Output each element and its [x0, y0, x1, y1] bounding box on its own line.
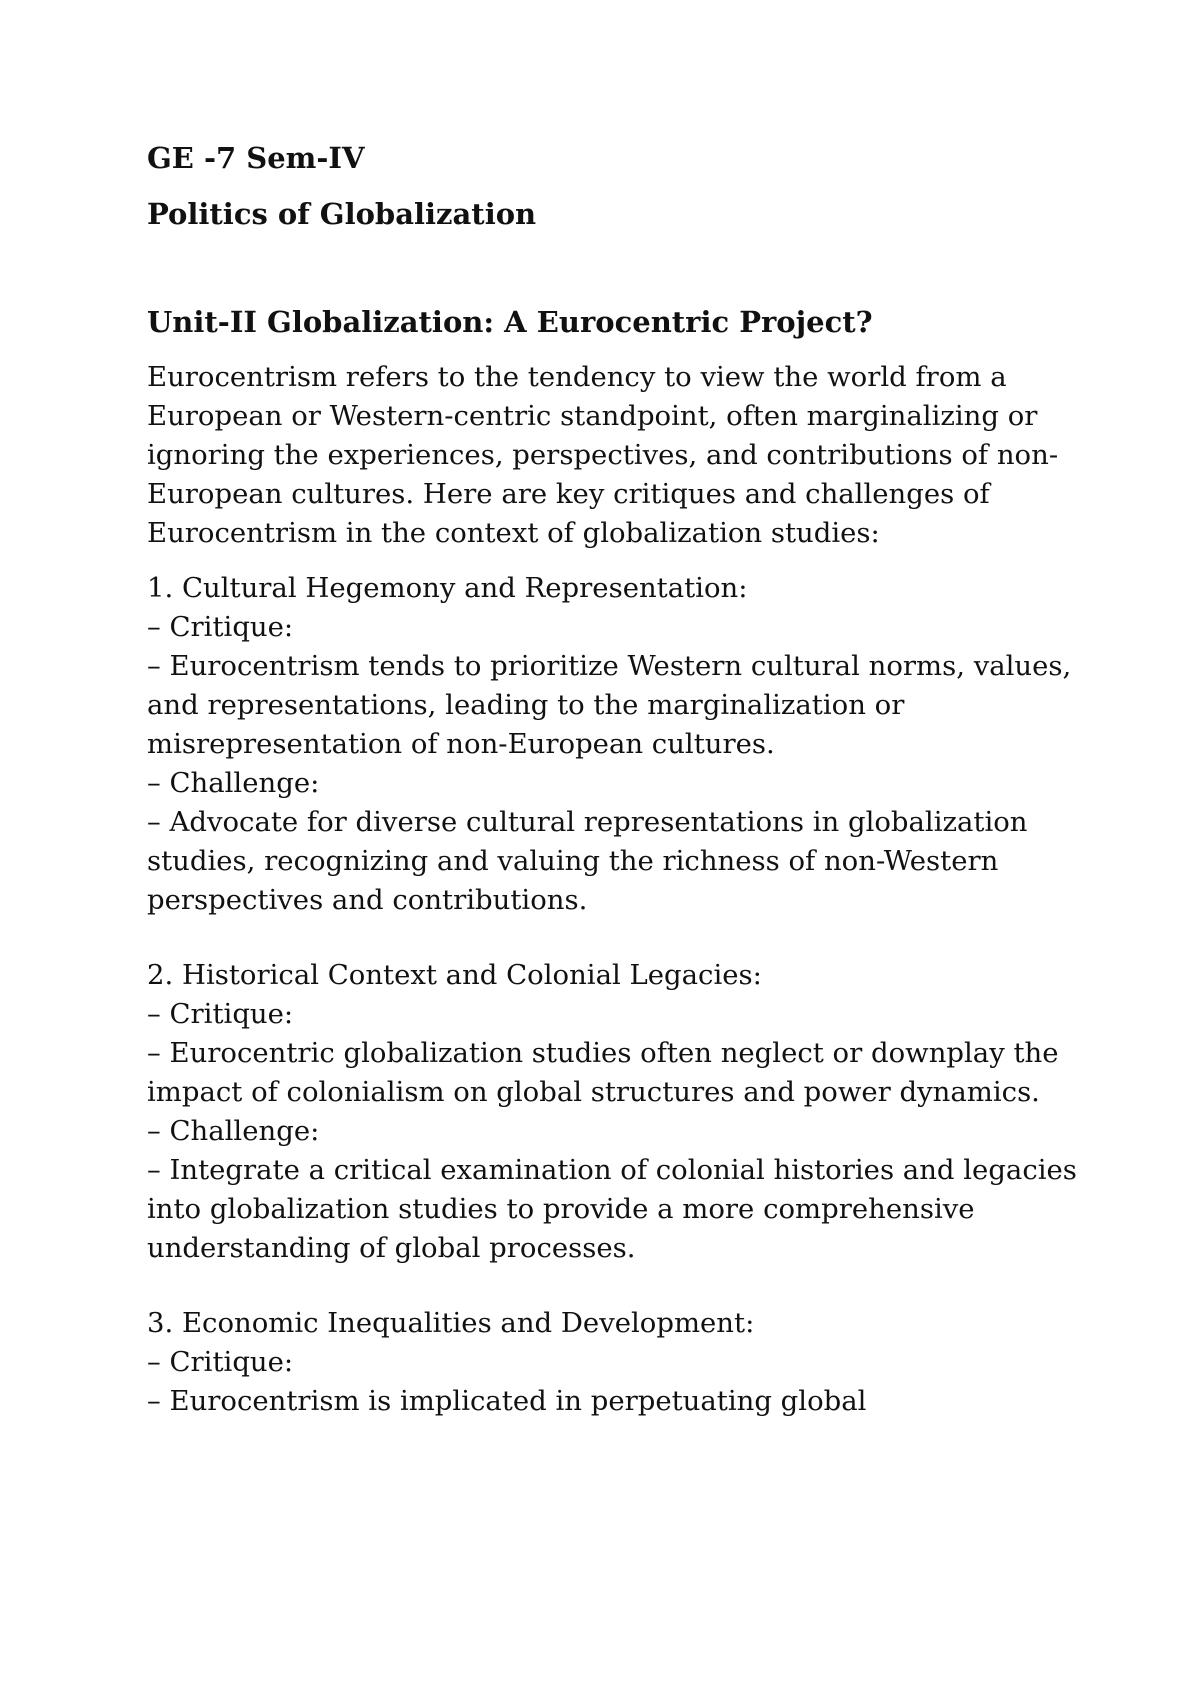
critique-text: – Eurocentrism tends to prioritize Western cultural norms, values, and representations, leading to the marginalization or misrepresentation of non-European cultures. [147, 650, 1072, 760]
challenge-label: – Challenge: [147, 1115, 320, 1147]
challenge-text: – Advocate for diverse cultural representations in globalization studies, recognizing and valuing the richness of non-Western perspectives and contributions. [147, 806, 1028, 916]
section-heading: 3. Economic Inequalities and Development: [147, 1307, 755, 1339]
challenge-label: – Challenge: [147, 767, 320, 799]
critique-label: – Critique: [147, 1346, 294, 1378]
page-content [147, 140, 1092, 1421]
course-title: Politics of Globalization [147, 197, 537, 231]
section-cultural-hegemony [147, 569, 1092, 920]
critique-label: – Critique: [147, 998, 294, 1030]
section-heading: 1. Cultural Hegemony and Representation: [147, 572, 748, 604]
intro-paragraph: Eurocentrism refers to the tendency to view the world from a European or Western-centric standpoint, often marginalizing or ignoring the experiences, perspectives, and contributions of non-European cultures. Here are key critiques and challenges of Eurocentrism in the context of globalization studies: [147, 361, 1059, 549]
course-code: GE -7 Sem-IV [147, 141, 365, 175]
challenge-text: – Integrate a critical examination of colonial histories and legacies into globalization studies to provide a more comprehensive understanding of global processes. [147, 1154, 1077, 1264]
critique-text: – Eurocentric globalization studies often neglect or downplay the impact of colonialism on global structures and power dynamics. [147, 1037, 1059, 1108]
section-heading: 2. Historical Context and Colonial Legacies: [147, 959, 762, 991]
critique-label: – Critique: [147, 611, 294, 643]
section-historical-context [147, 956, 1092, 1268]
critique-text: – Eurocentrism is implicated in perpetuating global [147, 1385, 867, 1417]
unit-heading: Unit-II Globalization: A Eurocentric Project? [147, 305, 873, 339]
section-economic-inequalities [147, 1304, 1092, 1421]
